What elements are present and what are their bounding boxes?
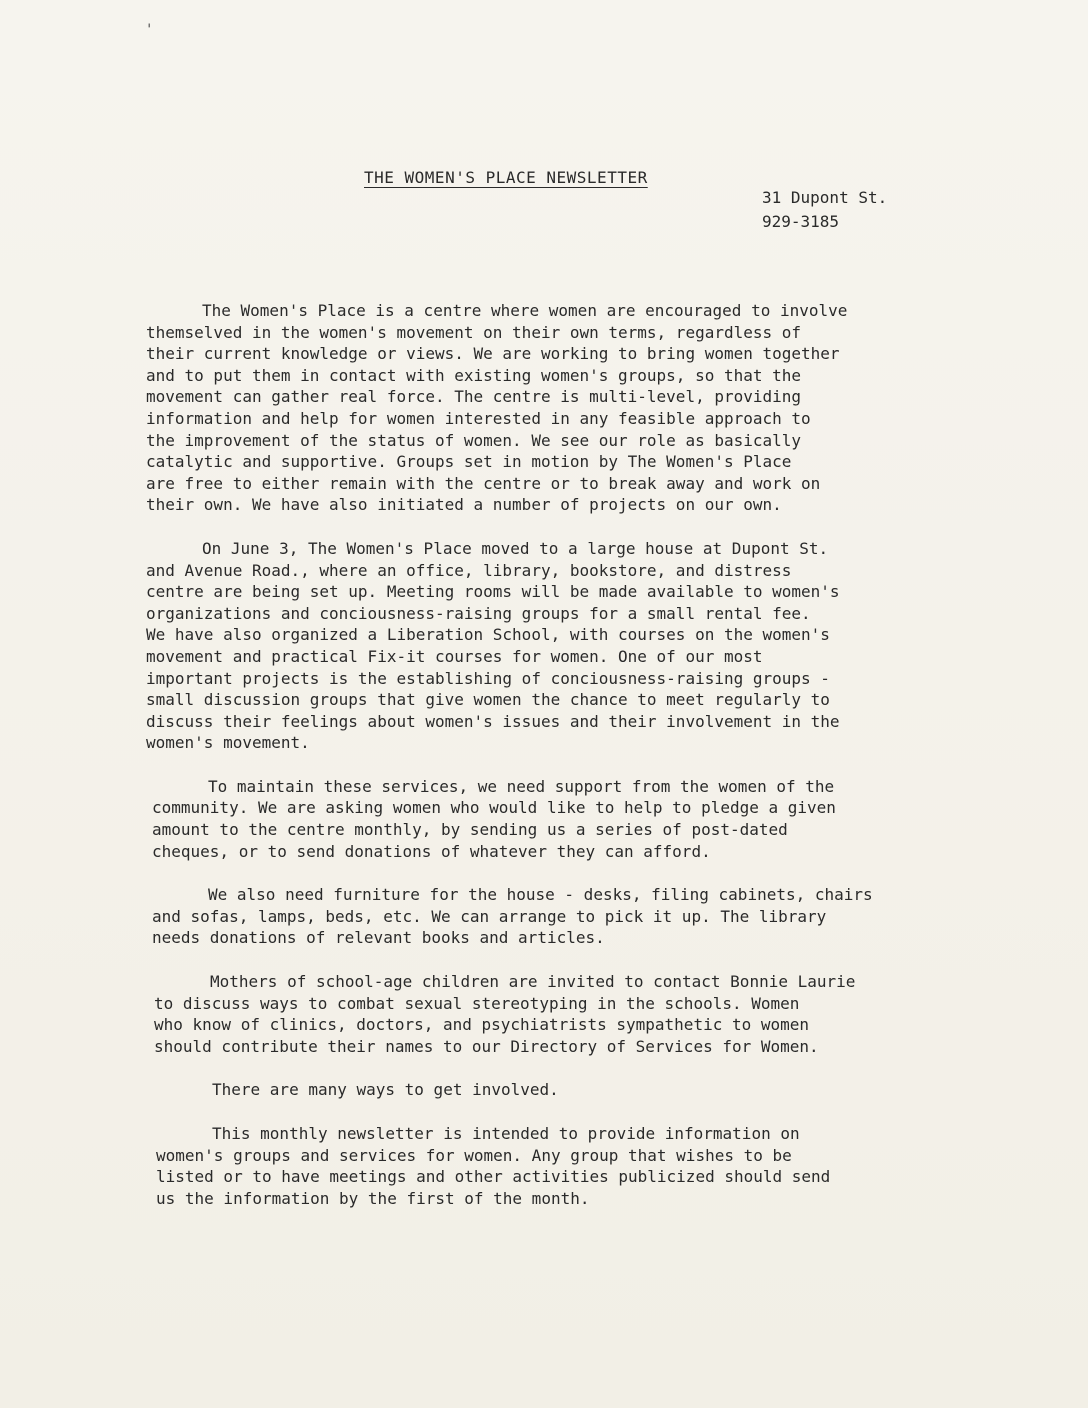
paragraph-line: There are many ways to get involved. [212, 1080, 559, 1100]
paragraph-line: organizations and conciousness-raising groups for a small rental fee. [146, 603, 811, 623]
paragraph [146, 1123, 946, 1209]
newsletter-body [146, 300, 946, 1231]
paragraph-line: are free to either remain with the centre or to break away and work on [146, 473, 821, 493]
address-block [762, 186, 887, 234]
paragraph-line: and sofas, lamps, beds, etc. We can arrange to pick it up. The library [152, 906, 827, 926]
paragraph-line: catalytic and supportive. Groups set in motion by The Women's Place [146, 452, 792, 472]
paragraph [146, 884, 946, 949]
paragraph-line: who know of clinics, doctors, and psychiatrists sympathetic to women [154, 1015, 810, 1035]
paragraph-line: centre are being set up. Meeting rooms will be made available to women's [146, 582, 840, 602]
paragraph-line: On June 3, The Women's Place moved to a large house at Dupont St. [202, 538, 829, 558]
paragraph [146, 971, 946, 1057]
paragraph-line: women's groups and services for women. Any group that wishes to be [156, 1145, 792, 1165]
address-street: 31 Dupont St. [762, 188, 888, 207]
paragraph-line: movement and practical Fix-it courses for women. One of our most [146, 646, 763, 666]
paragraph-line: discuss their feelings about women's issues and their involvement in the [146, 711, 840, 731]
paragraph-line: We have also organized a Liberation School, with courses on the women's [146, 625, 830, 645]
paragraph-line: us the information by the first of the month. [156, 1188, 590, 1208]
paragraph-line: women's movement. [146, 733, 310, 753]
paragraph-line: The Women's Place is a centre where women are encouraged to involve [202, 301, 848, 320]
paragraph-line: important projects is the establishing of conciousness-raising groups - [146, 668, 830, 688]
paragraph-line: their own. We have also initiated a number of projects on our own. [146, 495, 782, 515]
paragraph-line: should contribute their names to our Directory of Services for Women. [154, 1036, 819, 1056]
paragraph-line: and to put them in contact with existing women's groups, so that the [146, 365, 802, 385]
paragraph-line: movement can gather real force. The centre is multi-level, providing [146, 387, 802, 407]
paragraph-line: This monthly newsletter is intended to provide information on [212, 1124, 800, 1143]
paragraph-line: cheques, or to send donations of whatever they can afford. [152, 841, 711, 861]
paragraph [146, 538, 946, 754]
paragraph-line: amount to the centre monthly, by sending us a series of post-dated [152, 820, 788, 840]
paragraph [146, 1079, 946, 1101]
corner-mark: ' [145, 22, 154, 38]
newsletter-title: THE WOMEN'S PLACE NEWSLETTER [364, 168, 648, 187]
paragraph-line: community. We are asking women who would like to help to pledge a given [152, 798, 836, 818]
paragraph [146, 776, 946, 862]
paragraph-line: themselved in the women's movement on their own terms, regardless of [146, 322, 802, 342]
paragraph-line: small discussion groups that give women the chance to meet regularly to [146, 690, 830, 710]
paragraph [146, 300, 946, 516]
paragraph-line: to discuss ways to combat sexual stereotyping in the schools. Women [154, 993, 800, 1013]
address-phone: 929-3185 [762, 212, 840, 231]
paragraph-line: information and help for women interested in any feasible approach to [146, 408, 811, 428]
paragraph-line: needs donations of relevant books and articles. [152, 928, 605, 948]
paragraph-line: listed or to have meetings and other activities publicized should send [156, 1167, 831, 1187]
paragraph-line: We also need furniture for the house - desks, filing cabinets, chairs [208, 885, 873, 905]
paragraph-line: their current knowledge or views. We are working to bring women together [146, 344, 840, 364]
paragraph-line: Mothers of school-age children are invited to contact Bonnie Laurie [210, 972, 856, 992]
paragraph-line: the improvement of the status of women. We see our role as basically [146, 430, 802, 450]
paragraph-line: and Avenue Road., where an office, library, bookstore, and distress [146, 560, 792, 580]
paragraph-line: To maintain these services, we need support from the women of the [208, 776, 835, 796]
